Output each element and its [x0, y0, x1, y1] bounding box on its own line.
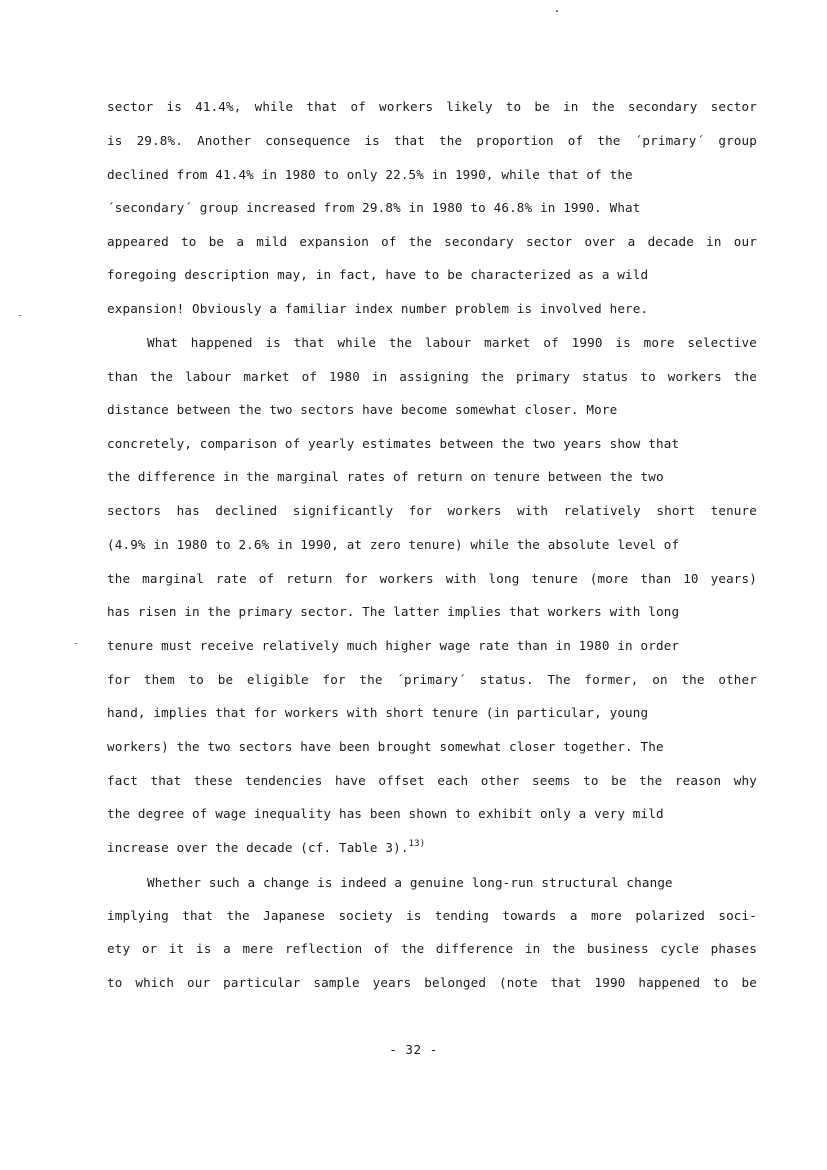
- scan-speck: [556, 10, 558, 12]
- text-line: (4.9% in 1980 to 2.6% in 1990, at zero tenure) while the absolute level of: [107, 537, 680, 552]
- text-line: ´secondary´ group increased from 29.8% in 1980 to 46.8% in 1990. What: [107, 200, 641, 215]
- text-line: sector is 41.4%, while that of workers likely to be in the secondary sector: [107, 99, 757, 114]
- text-line: tenure must receive relatively much higher wage rate than in 1980 in order: [107, 638, 680, 653]
- text-line: declined from 41.4% in 1980 to only 22.5% in 1990, while that of the: [107, 167, 633, 182]
- text-line: fact that these tendencies have offset each other seems to be the reason why: [107, 773, 757, 788]
- footnote-marker: 13): [408, 839, 426, 849]
- text-line: has risen in the primary sector. The latter implies that workers with long: [107, 604, 680, 619]
- text-line: hand, implies that for workers with short tenure (in particular, young: [107, 705, 649, 720]
- text-line: workers) the two sectors have been brought somewhat closer together. The: [107, 739, 664, 754]
- text-line: appeared to be a mild expansion of the secondary sector over a decade in our: [107, 234, 757, 249]
- text-line: is 29.8%. Another consequence is that the proportion of the ´primary´ group: [107, 133, 757, 148]
- page-number: - 32 -: [389, 1042, 438, 1057]
- text-line-content: increase over the decade (cf. Table 3).: [107, 840, 409, 855]
- text-line: distance between the two sectors have become somewhat closer. More: [107, 402, 618, 417]
- paragraph-first-line: Whether such a change is indeed a genuine long-run structural change: [147, 875, 673, 890]
- text-line: the marginal rate of return for workers with long tenure (more than 10 years): [107, 571, 757, 586]
- text-line: for them to be eligible for the ´primary´ status. The former, on the other: [107, 672, 757, 687]
- scan-speck: [19, 315, 21, 316]
- scan-speck: [75, 643, 77, 644]
- text-line: the degree of wage inequality has been shown to exhibit only a very mild: [107, 806, 664, 821]
- text-line: expansion! Obviously a familiar index number problem is involved here.: [107, 301, 649, 316]
- paragraph-first-line: What happened is that while the labour market of 1990 is more selective: [147, 335, 757, 350]
- text-line: concretely, comparison of yearly estimates between the two years show that: [107, 436, 680, 451]
- text-line: [107, 839, 757, 855]
- text-line: sectors has declined significantly for workers with relatively short tenure: [107, 503, 757, 518]
- text-line: implying that the Japanese society is tending towards a more polarized soci-: [107, 908, 757, 923]
- text-line: than the labour market of 1980 in assigning the primary status to workers the: [107, 369, 757, 384]
- text-line: the difference in the marginal rates of return on tenure between the two: [107, 469, 664, 484]
- text-line: ety or it is a mere reflection of the difference in the business cycle phases: [107, 941, 757, 956]
- text-line: to which our particular sample years belonged (note that 1990 happened to be: [107, 975, 757, 990]
- text-line: foregoing description may, in fact, have to be characterized as a wild: [107, 267, 649, 282]
